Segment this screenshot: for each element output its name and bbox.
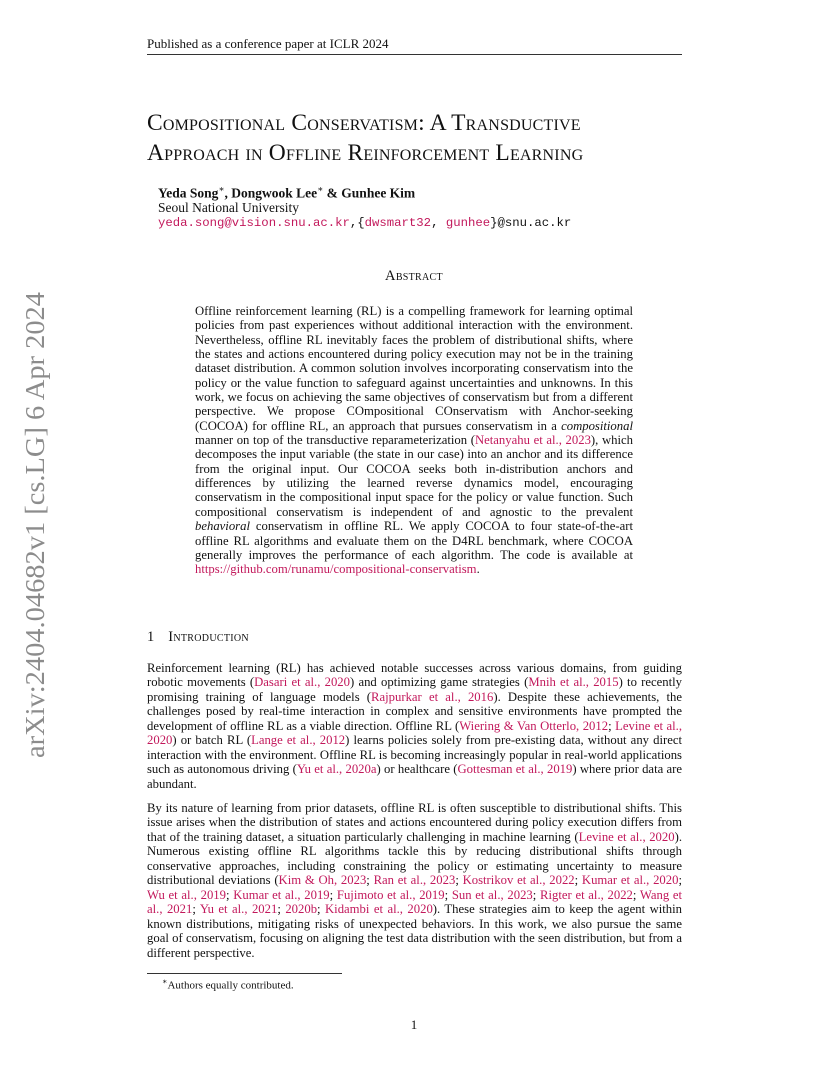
citation-link[interactable]: Lange et al., 2012 — [251, 733, 346, 748]
citation-separator: ; — [366, 873, 374, 888]
arxiv-stamp — [17, 290, 51, 760]
citation-separator: ; — [444, 887, 452, 902]
citation-link[interactable]: Wang et al., 2021 — [147, 887, 683, 917]
author-name: Yeda Song — [158, 185, 219, 201]
footnote-text: Authors equally contributed. — [167, 979, 294, 992]
citation-separator: ; — [574, 873, 582, 888]
citation-separator: ; — [632, 887, 640, 902]
citation-separator: ; — [277, 902, 286, 917]
emphasis: behavioral — [195, 519, 250, 534]
footnote-mark: ∗ — [162, 977, 168, 986]
citation-separator: ; — [329, 887, 337, 902]
citation-link[interactable]: Levine et al., 2020 — [147, 718, 682, 748]
email-separator: ,{ — [349, 216, 365, 230]
citation-link[interactable]: Kostrikov et al., 2022 — [462, 873, 575, 888]
citation-separator: ; — [225, 887, 234, 902]
citation-separator: ; — [192, 902, 200, 917]
emphasis: compositional — [561, 418, 633, 433]
citation-link[interactable]: Kim & Oh, 2023 — [278, 873, 367, 888]
email-link[interactable]: yeda.song@vision.snu.ac.kr — [158, 216, 350, 230]
citation-link[interactable]: Wiering & Van Otterlo, 2012 — [459, 718, 609, 733]
abstract-heading: Abstract — [385, 268, 443, 284]
citation-link[interactable]: Mnih et al., 2015 — [528, 675, 619, 690]
abstract-text: ), which decomposes the input variable (the state in our case) into an anchor and its difference from the original input. Our COCOA seeks both in-distribution anchors and differences by utilizing the learned reverse dynamics model, encouraging conservatism in the compositional input space for the policy or value function. Such compositional conservatism is independent of and agnostic to the prevalent — [195, 433, 633, 519]
citation-link[interactable]: Gottesman et al., 2019 — [457, 762, 573, 777]
abstract-text: Offline reinforcement learning (RL) is a compelling framework for learning optimal policies from past experiences without additional interaction with the environment. Nevertheless, offline RL inevitably faces the problem of distributional shifts, where the states and actions encountered during policy execution may not be in the training dataset distribution. A common solution involves incorporating conservatism into the policy or the value function to safeguard against uncertainties and unknowns. In this work, we focus on achieving the same objectives of conservatism but from a different perspective. We propose COmpositional COnservatism with Anchor-seeking (COCOA) for offline RL, an approach that pursues conservatism in a — [195, 304, 633, 433]
citation-link[interactable]: Yu et al., 2020a — [296, 762, 377, 777]
abstract-body — [195, 304, 633, 577]
citation-link[interactable]: Kumar et al., 2020 — [581, 873, 679, 888]
email-separator: , — [431, 216, 446, 230]
author-emails — [158, 216, 571, 230]
citation-link[interactable]: Rajpurkar et al., 2016 — [371, 689, 494, 704]
affiliation: Seoul National University — [158, 200, 299, 215]
section-number: 1 — [147, 629, 155, 645]
header-rule — [147, 54, 682, 55]
paragraph-text: ) and optimizing game strategies ( — [350, 675, 529, 690]
citation-link[interactable]: Kumar et al., 2019 — [233, 887, 330, 902]
citation-separator: ; — [532, 887, 541, 902]
abstract-text: manner on top of the transductive reparameterization ( — [195, 433, 475, 448]
citation-link[interactable]: 2020b — [285, 902, 318, 917]
paragraph-text: ) or healthcare ( — [376, 762, 458, 777]
section-title: Introduction — [168, 629, 249, 645]
paragraph-text: ) where prior data are abundant. — [147, 762, 682, 791]
title-line-1: Compositional Conservatism: A Transductive — [147, 110, 581, 136]
running-head: Published as a conference paper at ICLR 2024 — [147, 36, 389, 51]
footnote-rule — [147, 973, 342, 974]
citation-link[interactable]: Netanyahu et al., 2023 — [474, 433, 591, 448]
email-link[interactable]: dwsmart32 — [364, 216, 432, 230]
citation-link[interactable]: Ran et al., 2023 — [373, 873, 456, 888]
citation-link[interactable]: Dasari et al., 2020 — [254, 675, 350, 690]
author-name: Dongwook Lee — [231, 185, 318, 201]
citation-link[interactable]: Fujimoto et al., 2019 — [336, 887, 445, 902]
abstract-text: conservatism in offline RL. We apply COCOA to four state-of-the-art offline RL algorithms and evaluate them on the D4RL benchmark, where COCOA generally improves the performance of each algorithm. The code is available at — [195, 519, 633, 562]
citation-link[interactable]: Rigter et al., 2022 — [540, 887, 633, 902]
section-heading-introduction — [147, 629, 249, 646]
paragraph-text: ) or batch RL ( — [172, 733, 252, 748]
citation-link[interactable]: Yu et al., 2021 — [199, 902, 278, 917]
equal-contribution-mark: ∗ — [218, 184, 225, 194]
citation-separator: ; — [317, 902, 326, 917]
paragraph-text: ) to recently promising training of language models ( — [147, 675, 683, 704]
intro-paragraph-2 — [147, 801, 682, 960]
author-separator: & — [323, 185, 342, 201]
title-line-2: Approach in Offline Reinforcement Learning — [147, 140, 584, 166]
paragraph-text: ). Despite these achievements, the challenges posed by real-time interaction in complex and sensitive environments have prompted the development of offline RL as a viable direction. Offline RL ( — [147, 689, 682, 733]
abstract-text: . — [476, 562, 480, 577]
arxiv-stamp-text: arXiv:2404.04682v1 [cs.LG] 6 Apr 2024 — [20, 315, 50, 758]
author-name: Gunhee Kim — [341, 185, 416, 201]
footnote — [162, 977, 294, 992]
paragraph-text: ) learns policies solely from pre-existing data, without any direct interaction with the environment. Offline RL is becoming increasingly popular in real-world applications such as autonomous driving ( — [147, 733, 682, 777]
paragraph-text: By its nature of learning from prior datasets, offline RL is often susceptible to distributional shifts. This issue arises when the distribution of states and actions encountered during policy execution differs from that of the training dataset, a situation particularly challenging in machine learning ( — [147, 801, 682, 844]
email-domain: }@snu.ac.kr — [490, 216, 572, 230]
citation-separator: ; — [455, 873, 463, 888]
paragraph-text: ). These strategies aim to keep the agent within known distributions, mitigating risks of unexpected behaviors. In this work, we also pursue the same goal of conservatism, focusing on aligning the test data distribution with the seen distribution, but from a different perspective. — [147, 902, 682, 960]
equal-contribution-mark: ∗ — [317, 184, 324, 194]
citation-link[interactable]: Wu et al., 2019 — [147, 887, 226, 902]
author-list — [158, 184, 415, 202]
author-separator: , — [224, 185, 232, 201]
citation-link[interactable]: Levine et al., 2020 — [578, 829, 675, 844]
paragraph-text: Reinforcement learning (RL) has achieved notable successes across various domains, from guiding robotic movements ( — [147, 661, 682, 690]
citation-link[interactable]: Sun et al., 2023 — [451, 887, 533, 902]
paragraph-text: ). Numerous existing offline RL algorithms tackle this by reducing distributional shifts through conservative approaches, including constraining the policy or estimating uncertainty to measure distributional deviations ( — [147, 829, 682, 888]
citation-link[interactable]: Kidambi et al., 2020 — [325, 902, 433, 917]
paper-title — [147, 108, 707, 168]
code-url-link[interactable]: https://github.com/runamu/compositional-conservatism — [195, 562, 477, 577]
citation-separator: ; — [678, 873, 682, 888]
paragraph-text: ; — [608, 718, 616, 733]
email-link[interactable]: gunhee — [445, 216, 491, 230]
page-number: 1 — [410, 1017, 418, 1032]
intro-paragraph-1 — [147, 661, 682, 791]
